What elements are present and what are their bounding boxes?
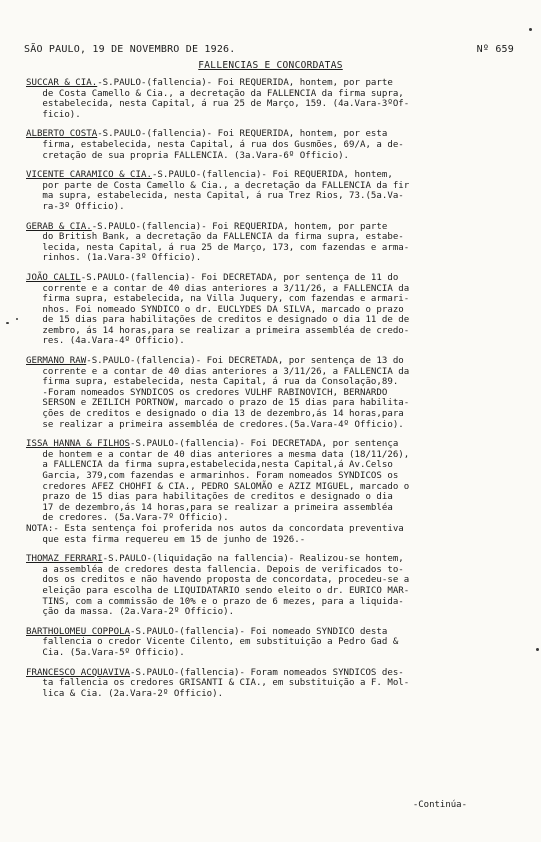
entry-text: -S.PAULO-(fallencia)- Foi REQUERIDA, hontem, por parte — [97, 78, 393, 88]
entry — [26, 78, 526, 120]
entry-text: 17 de dezembro,ás 14 horas,para se realizar a primeira assembléa — [26, 502, 393, 513]
entry-text: credores AFEZ CHOHFI & CIA., PEDRO SALOMÃO e AZIZ MIGUEL, marcado o — [26, 481, 410, 492]
entry-text: -S.PAULO-(fallencia)- Foi REQUERIDA, hontem, — [151, 170, 393, 181]
entry-text: TINS, com a commissão de 10% e o prazo de 6 mezes, para a liquida- — [26, 596, 404, 607]
entry-text: de credores. (5a.Vara-7º Officio). — [26, 513, 229, 524]
entry-text: -S.PAULO-(fallencia)- Foram nomeados SYNDICOS des- — [130, 667, 404, 678]
entry-line — [26, 99, 526, 110]
entry-line — [26, 377, 526, 388]
entry-text: firma supra, estabelecida, na Villa Juquery, com fazendas e armari- — [26, 294, 410, 305]
entry-line — [26, 191, 526, 202]
entry-text: lecida, nesta Capital, á rua 25 de Março, 173, com fazendas e arma- — [26, 242, 410, 253]
entry-line — [26, 243, 526, 254]
entry-text: de hontem e a contar de 40 dias anteriores a mesma data (18/11/26), — [26, 449, 410, 460]
entry-text: dos os creditos e não havendo proposta de concordata, procedeu-se a — [26, 575, 410, 586]
entry-line — [26, 689, 526, 700]
entry-text: a FALLENCIA da firma supra,estabelecida,nesta Capital,á Av.Celso — [26, 460, 393, 471]
entry-line — [26, 315, 526, 326]
entry-text: a assembléa de credores desta fallencia. Depois de verificados to- — [26, 564, 404, 575]
entry-line — [26, 482, 526, 493]
entry-name: SUCCAR & CIA. — [26, 78, 98, 88]
entry-line — [26, 336, 526, 347]
entry-line — [26, 367, 526, 378]
entry-name: JOÃO CALIL — [26, 272, 81, 283]
entry-text: do British Bank, a decretação da FALLENCIA da firma supra, estabe- — [26, 232, 404, 243]
entry — [26, 627, 526, 659]
entry-text: eleição para escolha de LIQUIDATARIO sendo eleito o dr. EURICO MAR- — [26, 585, 410, 596]
continua-marker: -Continúa- — [412, 800, 467, 810]
entry-text: lica & Cia. (2a.Vara-2º Officio). — [26, 688, 224, 699]
entry-text: ta fallencia os credores GRISANTI & CIA., em substituição a F. Mol- — [26, 678, 410, 689]
entry-text: rinhos. (1a.Vara-3º Officio). — [26, 253, 202, 264]
entry-text: por parte de Costa Camello & Cia., a decretação da FALLENCIA da fir — [26, 180, 410, 191]
entry-line — [26, 554, 526, 565]
entry-line — [26, 222, 526, 233]
entry-name: ALBERTO COSTA — [26, 129, 98, 140]
entry — [26, 356, 526, 430]
section-title: FALLENCIAS E CONCORDATAS — [198, 60, 343, 71]
entry-line — [26, 232, 526, 243]
entry-text: firma supra, estabelecida, nesta Capital, á rua da Consolação,89. — [26, 377, 399, 388]
entry-text: corrente e a contar de 40 dias anteriores a 3/11/26, a FALLENCIA da — [26, 366, 410, 377]
entry-text: se realizar a primeira assembléa de credores.(5a.Vara-4º Officio). — [26, 419, 404, 430]
entry-line — [26, 326, 526, 337]
entry — [26, 170, 526, 212]
entry-line — [26, 450, 526, 461]
entry-line — [26, 607, 526, 618]
entry-text: -S.PAULO-(fallencia)- Foi DECRETADA, por sentença de 11 do — [80, 272, 399, 283]
scan-speck — [16, 318, 18, 320]
entry-name: ISSA HANNA & FILHOS — [26, 439, 131, 450]
entry-line — [26, 513, 526, 524]
entry-line — [26, 294, 526, 305]
entry-line — [26, 535, 526, 546]
entry-line — [26, 398, 526, 409]
entry-text: ma supra, estabelecida, nesta Capital, á rua Trez Rios, 73.(5a.Va- — [26, 191, 404, 202]
entry-line — [26, 140, 526, 151]
entry-line — [26, 524, 526, 535]
entry-text: -S.PAULO-(fallencia)- Foi nomeado SYNDICO desta — [130, 626, 388, 637]
entry-line — [26, 565, 526, 576]
entry-text: zembro, ás 14 horas,para se realizar a primeira assembléa de credo- — [26, 325, 410, 336]
entry-line — [26, 110, 526, 121]
entry-line — [26, 586, 526, 597]
entry-name: BARTHOLOMEU COPPOLA — [26, 626, 131, 637]
entry-line — [26, 181, 526, 192]
page-number: Nº 659 — [476, 44, 514, 55]
entry-text: corrente e a contar de 40 dias anteriores a 3/11/26, a FALLENCIA da — [26, 283, 410, 294]
entry-text: prazo de 15 dias para habilitações de creditos e designado o dia — [26, 492, 393, 503]
entry-text: firma, estabelecida, nesta Capital, á rua dos Gusmões, 69/A, a de- — [26, 139, 404, 150]
dateline: SÃO PAULO, 19 DE NOVEMBRO DE 1926. — [24, 44, 236, 55]
entry-text: -S.PAULO-(liquidação na fallencia)- Realizou-se hontem, — [102, 554, 404, 565]
entry-line — [26, 471, 526, 482]
entry-text: ções de creditos e designado o dia 13 de dezembro,ás 14 horas,para — [26, 409, 404, 420]
entry-line — [26, 492, 526, 503]
entry-line — [26, 305, 526, 316]
entry — [26, 554, 526, 618]
entry-text: cretação de sua propria FALLENCIA. (3a.Vara-6º Officio). — [26, 150, 350, 161]
entry — [26, 129, 526, 161]
entry-line — [26, 575, 526, 586]
entries-list — [26, 78, 526, 708]
entry-text: nhos. Foi nomeado SYNDICO o dr. EUCLYDES DA SILVA, marcado o prazo — [26, 304, 404, 315]
entry-line — [26, 420, 526, 431]
entry-text: -S.PAULO-(fallencia)- Foi REQUERIDA, hontem, por parte — [91, 221, 388, 232]
entry — [26, 273, 526, 347]
entry-line — [26, 637, 526, 648]
scan-speck — [536, 648, 539, 651]
entry-text: -S.PAULO-(fallencia)- Foi DECRETADA, por sentença de 13 do — [86, 356, 404, 367]
entry-text: Cia. (5a.Vara-5º Officio). — [26, 647, 185, 658]
entry-text: ção da massa. (2a.Vara-2º Officio). — [26, 607, 235, 618]
entry-line — [26, 151, 526, 162]
entry-name: GERMANO RAW — [26, 356, 87, 367]
entry-name: THOMAZ FERRARI — [26, 554, 103, 565]
entry-text: Garcia, 379,com fazendas e armarinhos. Foram nomeados SYNDICOS os — [26, 471, 399, 481]
entry-line — [26, 409, 526, 420]
entry — [26, 668, 526, 700]
entry-name: FRANCESCO ACQUAVIVA — [26, 667, 131, 678]
entry-line — [26, 284, 526, 295]
entry-text: de 15 dias para habilitações de creditos e designado o dia 11 de de — [26, 315, 410, 326]
entry-line — [26, 170, 526, 181]
entry-text: -Foram nomeados SYNDICOS os credores VULHF RABINOVICH, BERNARDO — [26, 387, 388, 398]
entry-line — [26, 202, 526, 213]
entry-line — [26, 439, 526, 450]
entry-line — [26, 89, 526, 100]
entry-line — [26, 273, 526, 284]
entry-line — [26, 388, 526, 399]
entry-text: NOTA:- Esta sentença foi proferida nos autos da concordata preventiva — [26, 523, 404, 534]
scan-speck — [6, 322, 9, 324]
entry-name: GERAB & CIA. — [26, 221, 92, 232]
entry-line — [26, 597, 526, 608]
entry-name: VICENTE CARAMICO & CIA. — [26, 170, 152, 181]
entry — [26, 222, 526, 264]
entry-text: -S.PAULO-(fallencia)- Foi DECRETADA, por sentença — [130, 439, 399, 450]
entry-line — [26, 668, 526, 679]
entry-line — [26, 356, 526, 367]
scan-speck — [529, 28, 532, 31]
entry-line — [26, 78, 526, 89]
entry-text: ra-3º Officio). — [26, 201, 125, 212]
entry-line — [26, 253, 526, 264]
entry-line — [26, 460, 526, 471]
entry-line — [26, 129, 526, 140]
entry — [26, 439, 526, 545]
entry-line — [26, 627, 526, 638]
entry-text: de Costa Camello & Cia., a decretação da FALLENCIA da firma supra, — [26, 88, 404, 99]
entry-text: -S.PAULO-(fallencia)- Foi REQUERIDA, hontem, por esta — [97, 129, 388, 140]
entry-text: res. (4a.Vara-4º Officio). — [26, 336, 185, 347]
entry-text: fallencia o credor Vicente Cilento, em substituição a Pedro Gad & — [26, 637, 399, 648]
entry-text: SERSON e ZEILICH PORTNOW, marcado o prazo de 15 dias para habilita- — [26, 398, 410, 409]
entry-text: que esta firma requereu em 15 de junho de 1926.- — [26, 534, 306, 545]
entry-text: ficio). — [26, 109, 81, 120]
entry-line — [26, 678, 526, 689]
entry-text: estabelecida, nesta Capital, á rua 25 de Março, 159. (4a.Vara-3ºOf- — [26, 99, 410, 110]
entry-line — [26, 648, 526, 659]
entry-line — [26, 503, 526, 514]
